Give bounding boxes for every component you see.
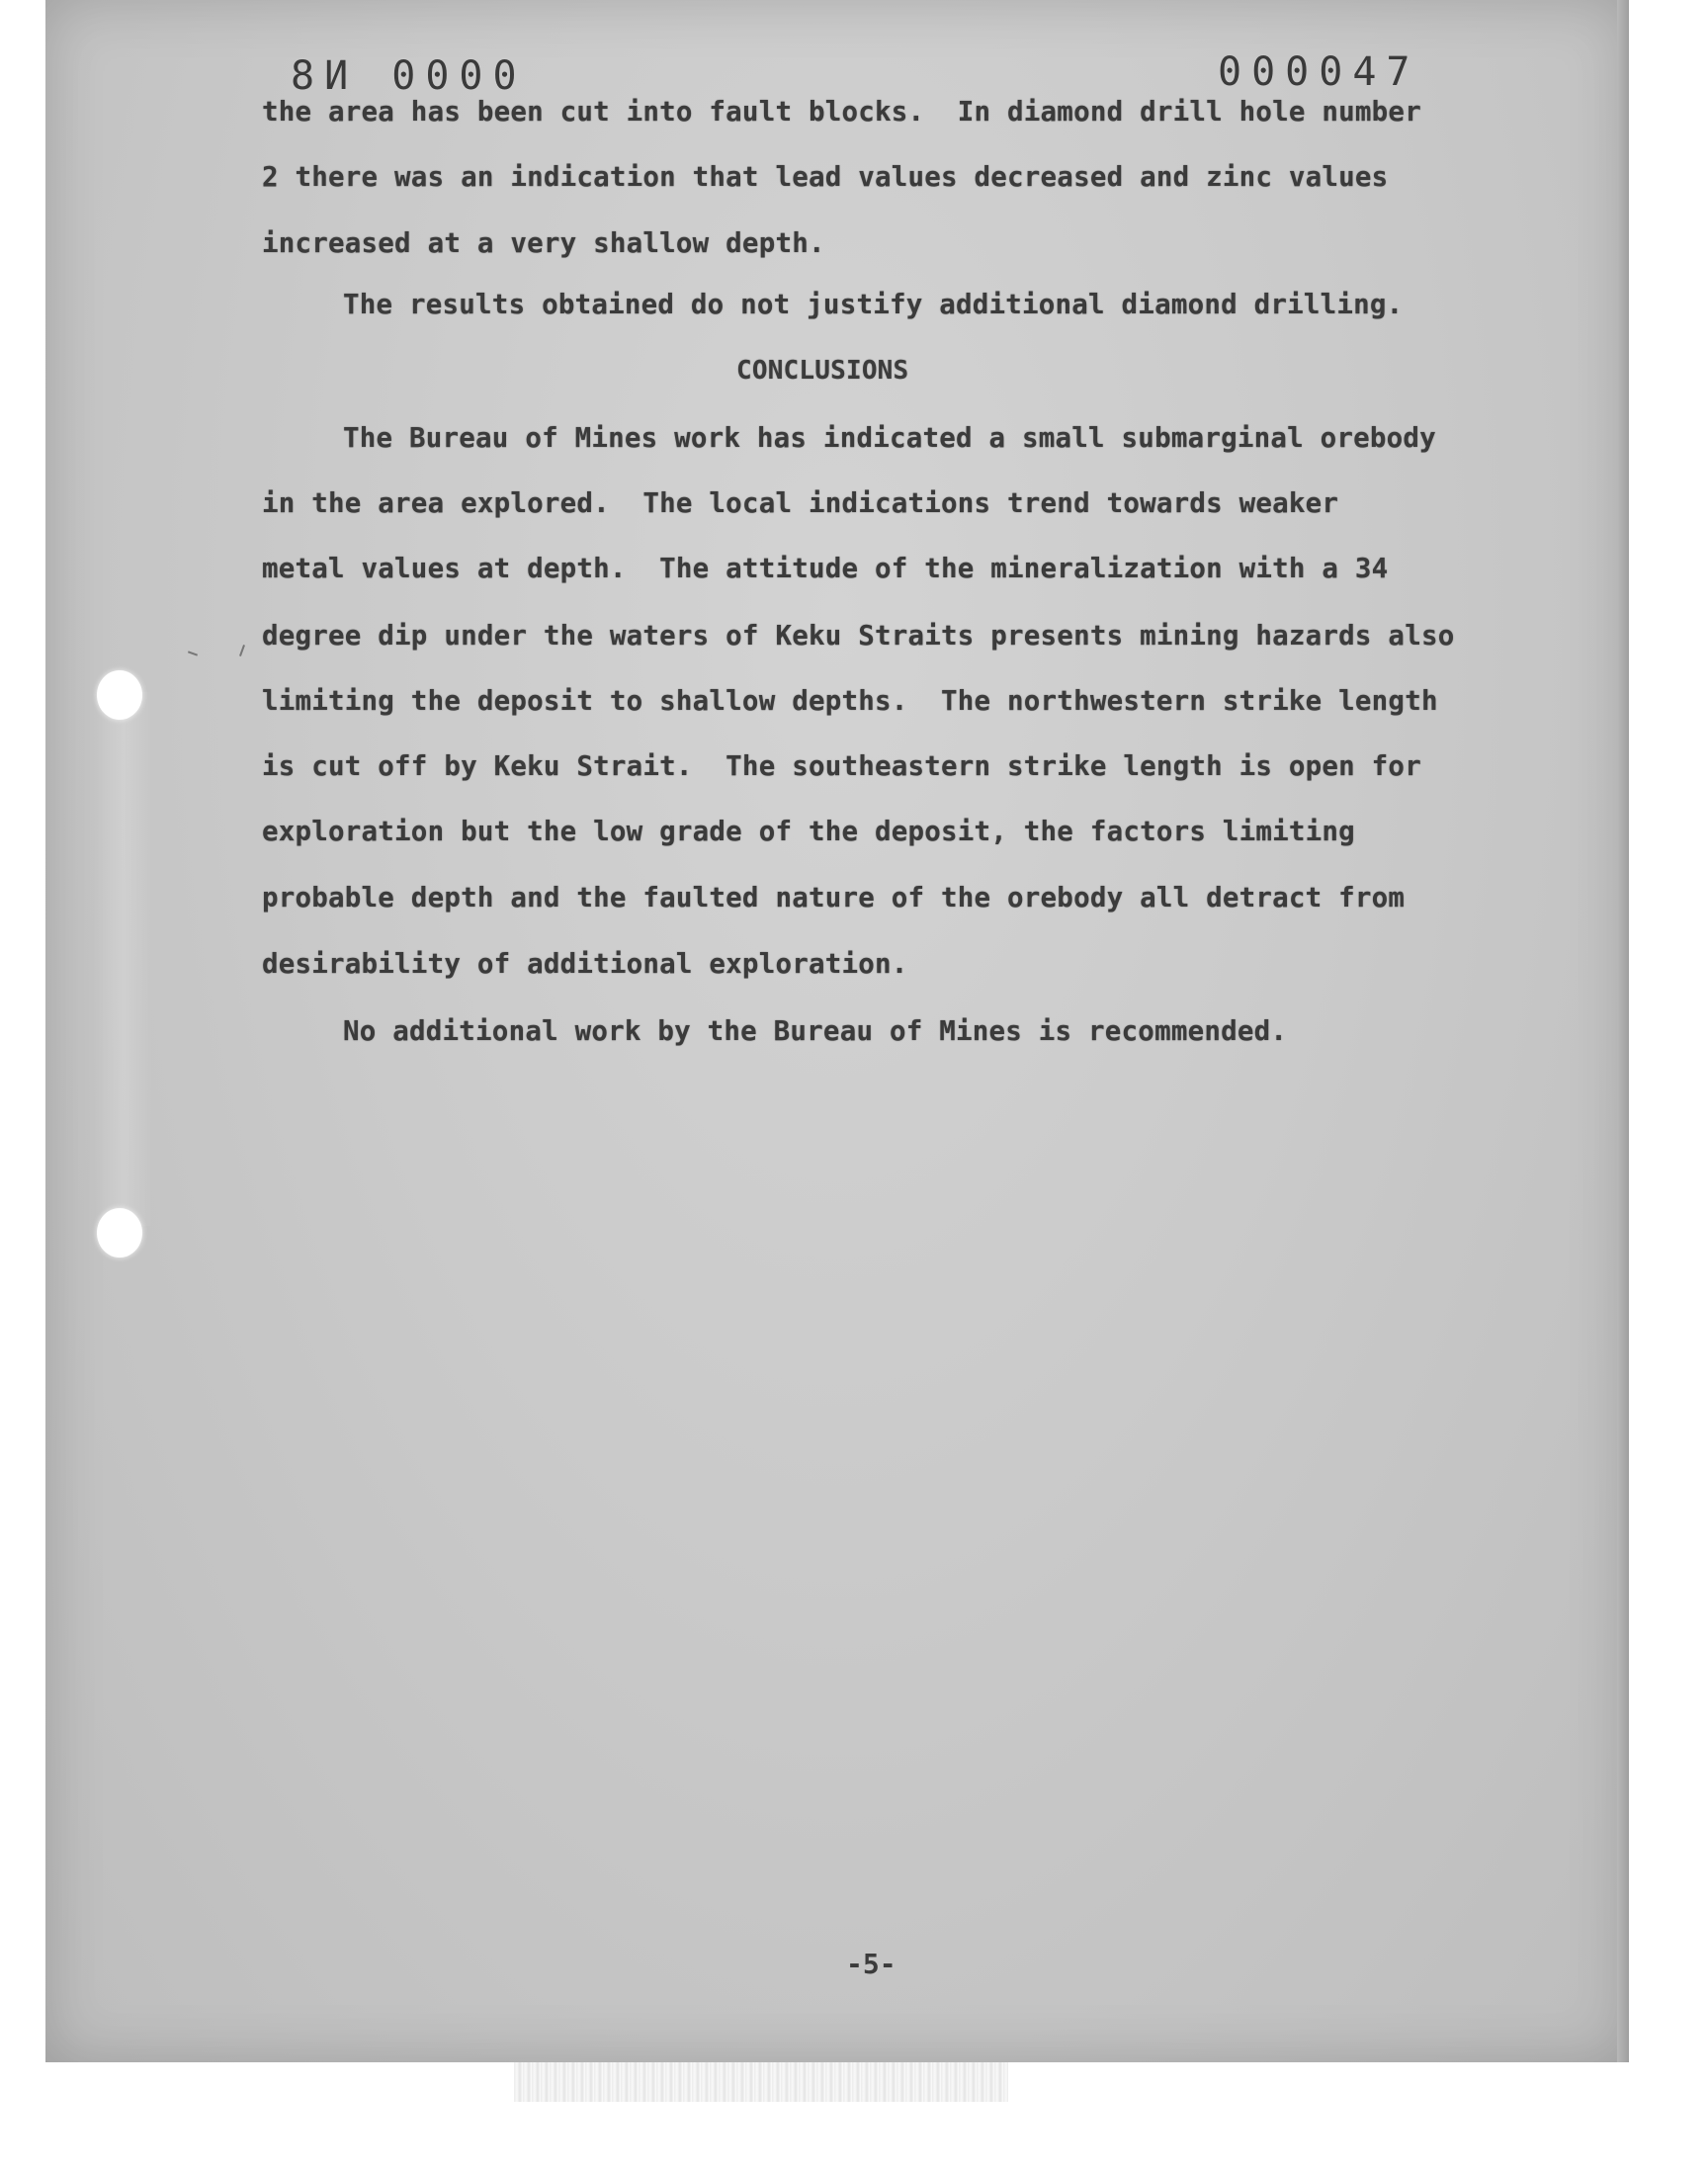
paragraph-line: desirability of additional exploration. [262, 948, 908, 980]
paragraph-line: The results obtained do not justify additional diamond drilling. [343, 289, 1404, 320]
paragraph-line: metal values at depth. The attitude of the mineralization with a 34 [262, 553, 1389, 584]
punch-hole-top [97, 670, 142, 720]
punch-hole-bottom [97, 1208, 142, 1258]
paragraph-line: the area has been cut into fault blocks. In diamond drill hole number [262, 96, 1421, 128]
paragraph-line: The Bureau of Mines work has indicated a small submarginal orebody [343, 422, 1436, 454]
paragraph-line: probable depth and the faulted nature of the orebody all detract from [262, 882, 1406, 914]
stamp-right: 000047 [1218, 49, 1420, 95]
page-edge [1617, 0, 1629, 2062]
paragraph-line: in the area explored. The local indications trend towards weaker [262, 487, 1339, 519]
paragraph-line: No additional work by the Bureau of Mines is recommended. [343, 1015, 1288, 1047]
paragraph-line: limiting the deposit to shallow depths. The northwestern strike length [262, 685, 1438, 717]
paragraph-line: exploration but the low grade of the deposit, the factors limiting [262, 816, 1355, 847]
paragraph-line: is cut off by Keku Strait. The southeastern strike length is open for [262, 750, 1421, 782]
binder-shadow [95, 692, 152, 1226]
paragraph-line: degree dip under the waters of Keku Straits presents mining hazards also [262, 620, 1455, 652]
page-number: -5- [846, 1948, 897, 1980]
scan-artifact [514, 2062, 1008, 2102]
stamp-left: 8И 0000 [291, 53, 527, 99]
section-heading: CONCLUSIONS [736, 356, 909, 386]
paragraph-line: increased at a very shallow depth. [262, 227, 825, 259]
paragraph-line: 2 there was an indication that lead values decreased and zinc values [262, 161, 1389, 193]
